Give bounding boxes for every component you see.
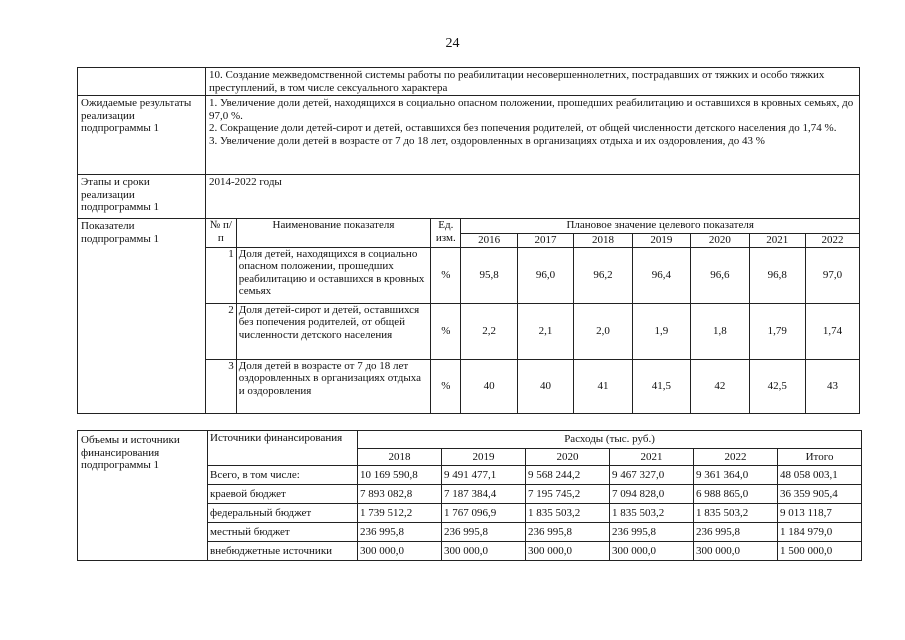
financing-amount: 7 195 745,2 (526, 485, 610, 504)
indicators-table (206, 219, 859, 413)
indicator-row (206, 359, 859, 413)
indicator-num: 2 (206, 303, 236, 359)
year-header: 2020 (691, 233, 749, 247)
indicator-value: 1,8 (691, 303, 749, 359)
financing-amount: 7 187 384,4 (442, 485, 526, 504)
financing-amount: 300 000,0 (442, 542, 526, 561)
financing-year-header: 2020 (526, 449, 610, 466)
year-header: 2017 (517, 233, 573, 247)
financing-col-expenses: Расходы (тыс. руб.) (358, 431, 862, 449)
indicator-name: Доля детей-сирот и детей, оставшихся без попечения родителей, от общей численности детского населения (236, 303, 430, 359)
financing-amount: 1 500 000,0 (778, 542, 862, 561)
indicators-col-unit: Ед. изм. (431, 219, 461, 247)
financing-amount: 9 361 364,0 (694, 466, 778, 485)
task10-label-cell (78, 68, 206, 96)
financing-source: федеральный бюджет (208, 504, 358, 523)
indicator-value: 96,2 (574, 247, 632, 303)
financing-source: Всего, в том числе: (208, 466, 358, 485)
indicator-value: 41,5 (632, 359, 690, 413)
indicators-col-plan: Плановое значение целевого показателя (461, 219, 859, 233)
financing-amount: 236 995,8 (610, 523, 694, 542)
indicator-num: 1 (206, 247, 236, 303)
financing-source: местный бюджет (208, 523, 358, 542)
indicators-cell (206, 219, 860, 414)
indicator-value: 2,2 (461, 303, 517, 359)
financing-amount: 1 835 503,2 (526, 504, 610, 523)
indicator-value: 95,8 (461, 247, 517, 303)
year-header: 2016 (461, 233, 517, 247)
indicator-value: 96,6 (691, 247, 749, 303)
task10-text: 10. Создание межведомственной системы работы по реабилитации несовершеннолетних, пострадавших от тяжких и особо тяжких преступлений, в том числе сексуального характера (206, 68, 860, 96)
indicator-value: 1,79 (749, 303, 805, 359)
expected-results-list (206, 96, 860, 175)
indicator-num: 3 (206, 359, 236, 413)
stages-value: 2014-2022 годы (206, 175, 860, 219)
financing-amount: 9 491 477,1 (442, 466, 526, 485)
expected-result-item: 3. Увеличение доли детей в возрасте от 7 до 18 лет, оздоровленных в организациях отдыха и их оздоровления, до 43 % (209, 134, 765, 147)
financing-amount: 300 000,0 (694, 542, 778, 561)
year-header: 2018 (574, 233, 632, 247)
indicator-unit: % (431, 359, 461, 413)
indicator-value: 97,0 (806, 247, 860, 303)
financing-amount: 9 568 244,2 (526, 466, 610, 485)
indicator-value: 96,4 (632, 247, 690, 303)
financing-amount: 7 893 082,8 (358, 485, 442, 504)
financing-amount: 48 058 003,1 (778, 466, 862, 485)
indicator-unit: % (431, 303, 461, 359)
indicator-value: 96,0 (517, 247, 573, 303)
financing-source: внебюджетные источники (208, 542, 358, 561)
financing-amount: 1 835 503,2 (694, 504, 778, 523)
indicator-value: 1,9 (632, 303, 690, 359)
indicator-value: 2,0 (574, 303, 632, 359)
financing-year-header: Итого (778, 449, 862, 466)
financing-amount: 36 359 905,4 (778, 485, 862, 504)
page-number: 24 (445, 36, 460, 51)
indicator-value: 96,8 (749, 247, 805, 303)
financing-year-header: 2018 (358, 449, 442, 466)
indicators-label: Показатели подпрограммы 1 (78, 219, 206, 414)
indicators-col-num: № п/п (206, 219, 236, 247)
indicator-value: 2,1 (517, 303, 573, 359)
financing-amount: 1 835 503,2 (610, 504, 694, 523)
financing-amount: 1 767 096,9 (442, 504, 526, 523)
indicators-col-name: Наименование показателя (236, 219, 430, 247)
financing-amount: 236 995,8 (694, 523, 778, 542)
indicator-row (206, 303, 859, 359)
financing-col-sources: Источники финансирования (208, 431, 358, 466)
expected-results-label: Ожидаемые результаты реализации подпрограммы 1 (78, 96, 206, 175)
financing-amount: 300 000,0 (610, 542, 694, 561)
expected-result-item: 2. Сокращение доли детей-сирот и детей, оставшихся без попечения родителей, от общей численности детского населения до 1,74 %. (209, 122, 837, 134)
financing-year-header: 2022 (694, 449, 778, 466)
indicator-value: 40 (461, 359, 517, 413)
expected-result-item: 1. Увеличение доли детей, находящихся в социально опасном положении, прошедших реабилитацию и оставшихся в кровных семьях, до 97,0 %. (209, 97, 854, 122)
financing-amount: 300 000,0 (358, 542, 442, 561)
financing-amount: 236 995,8 (526, 523, 610, 542)
year-header: 2022 (806, 233, 860, 247)
financing-amount: 9 467 327,0 (610, 466, 694, 485)
indicator-value: 40 (517, 359, 573, 413)
financing-year-header: 2019 (442, 449, 526, 466)
financing-label: Объемы и источники финансирования подпрограммы 1 (78, 431, 208, 561)
indicator-value: 42,5 (749, 359, 805, 413)
indicator-row (206, 247, 859, 303)
financing-amount: 1 739 512,2 (358, 504, 442, 523)
financing-amount: 7 094 828,0 (610, 485, 694, 504)
financing-amount: 236 995,8 (442, 523, 526, 542)
year-header: 2021 (749, 233, 805, 247)
indicator-value: 41 (574, 359, 632, 413)
indicator-name: Доля детей, находящихся в социально опасном положении, прошедших реабилитацию и оставшихся в кровных семьях (236, 247, 430, 303)
financing-amount: 10 169 590,8 (358, 466, 442, 485)
indicator-unit: % (431, 247, 461, 303)
financing-amount: 236 995,8 (358, 523, 442, 542)
financing-amount: 300 000,0 (526, 542, 610, 561)
financing-amount: 9 013 118,7 (778, 504, 862, 523)
indicator-value: 1,74 (806, 303, 860, 359)
indicator-name: Доля детей в возрасте от 7 до 18 лет оздоровленных в организациях отдыха и оздоровления (236, 359, 430, 413)
financing-source: краевой бюджет (208, 485, 358, 504)
indicator-value: 43 (806, 359, 860, 413)
financing-amount: 6 988 865,0 (694, 485, 778, 504)
financing-year-header: 2021 (610, 449, 694, 466)
indicator-value: 42 (691, 359, 749, 413)
stages-label: Этапы и сроки реализации подпрограммы 1 (78, 175, 206, 219)
passport-table (77, 67, 860, 414)
year-header: 2019 (632, 233, 690, 247)
financing-amount: 1 184 979,0 (778, 523, 862, 542)
financing-table (77, 430, 862, 561)
